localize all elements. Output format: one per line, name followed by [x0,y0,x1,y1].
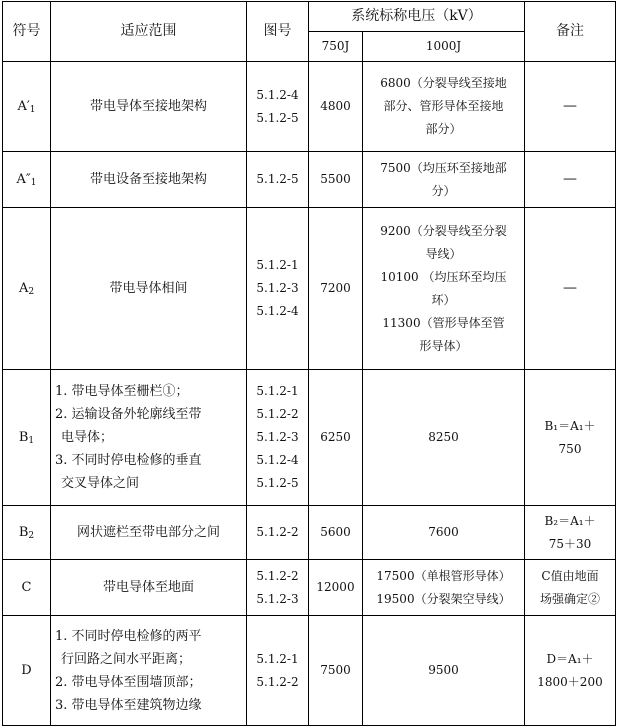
text-line: 10100 （均压环至均压 [380,269,507,284]
remark-cell: — [525,62,616,152]
scope-cell [51,616,247,726]
text-line: 19500（分裂架空导线） [376,591,511,606]
symbol-cell [3,62,51,152]
symbol-text: B [18,525,29,540]
symbol-cell [3,152,51,208]
symbol-cell [3,208,51,370]
header-remark: 备注 [525,2,616,62]
text-line: 3. 带电导体至建筑物边缘 [55,697,202,713]
scope-cell [51,560,247,616]
text-line: 2. 运输设备外轮廓线至带 [55,407,202,422]
v1000-cell [363,370,525,506]
text-line: 7600 [428,525,459,539]
figure-cell [247,152,309,208]
remark-cell: — [525,208,616,370]
text-line: 8250 [428,430,459,444]
text-line: 5.1.2-5 [256,110,299,125]
symbol-cell [3,506,51,560]
text-line: 5.1.2-2 [256,525,299,539]
text-line: 9500 [428,663,459,677]
v1000-cell [363,616,525,726]
symbol-text: C [21,580,32,595]
symbol-subscript: 2 [28,287,35,297]
table-row [3,506,616,560]
v750-cell: 6250 [309,370,363,506]
text-line: 5.1.2-2 [256,674,299,689]
text-line: 11300（管形导体至管 [382,315,505,330]
remark-cell [525,506,616,560]
text-line: 场强确定② [539,591,600,606]
text-line: 带电导体相间 [109,281,188,296]
figure-cell [247,370,309,506]
text-line: 电导体； [61,430,114,445]
text-line: 1. 不同时停电检修的两平 [55,628,202,644]
figure-cell [247,506,309,560]
text-line: 1. 带电导体至栅栏①； [55,384,189,399]
v1000-cell [363,506,525,560]
remark-cell: — [525,152,616,208]
symbol-text: D [21,663,32,678]
remark-cell [525,560,616,616]
table-row [3,616,616,726]
text-line: 交叉导体之间 [61,476,140,491]
text-line: 5.1.2-4 [256,87,299,102]
symbol-cell [3,560,51,616]
text-line: 5.1.2-2 [256,407,299,421]
text-line: 5.1.2-4 [256,453,299,467]
v750-cell: 7200 [309,208,363,370]
header-figure: 图号 [247,2,309,62]
symbol-subscript: 1 [28,436,35,446]
text-line: D＝A₁＋ [546,651,594,666]
text-line: 分） [431,183,456,198]
symbol-subscript: 1 [30,178,37,188]
text-line: 5.1.2-5 [256,172,299,186]
v1000-cell [363,152,525,208]
v1000-cell [363,560,525,616]
header-row-1 [3,2,616,32]
table-row [3,208,616,370]
v750-cell: 7500 [309,616,363,726]
v1000-cell [363,62,525,152]
text-line: 环） [431,292,456,307]
text-line: 行回路之间水平距离； [61,651,192,667]
header-1000j: 1000J [363,32,525,62]
header-scope: 适应范围 [51,2,247,62]
text-line: 7500（均压环至接地部 [380,160,507,175]
v750-cell: 5500 [309,152,363,208]
text-line: B₂＝A₁＋ [544,513,596,528]
table-row [3,560,616,616]
text-line: 部分） [425,122,462,136]
figure-cell [247,62,309,152]
text-line: 17500（单根管形导体） [376,568,511,583]
text-line: 5.1.2-1 [256,258,299,272]
figure-cell [247,208,309,370]
symbol-text: B [18,430,29,445]
scope-cell [51,208,247,370]
scope-cell [51,62,247,152]
symbol-subscript: 2 [28,531,35,541]
text-line: 5.1.2-3 [256,281,299,295]
figure-cell [247,560,309,616]
table-row [3,62,616,152]
text-line: 带电导体至地面 [102,580,194,595]
text-line: 带电设备至接地架构 [89,172,207,187]
scope-cell [51,152,247,208]
table-row [3,152,616,208]
text-line: 3. 不同时停电检修的垂直 [55,453,202,468]
header-symbol: 符号 [3,2,51,62]
scope-cell [51,370,247,506]
text-line: 1800＋200 [537,674,603,689]
text-line: B₁＝A₁＋ [544,418,596,433]
v750-cell: 12000 [309,560,363,616]
text-line: 75＋30 [548,536,592,551]
symbol-subscript: 1 [29,105,36,115]
text-line: 6800（分裂导线至接地 [380,76,507,90]
text-line: 形导体） [419,338,468,353]
remark-cell [525,616,616,726]
text-line: 5.1.2-1 [256,651,299,666]
text-line: 750 [558,441,582,456]
text-line: 5.1.2-4 [256,304,299,318]
clearance-table [2,1,616,726]
text-line: C值由地面 [541,568,599,583]
text-line: 网状遮栏至带电部分之间 [76,525,220,540]
v750-cell: 4800 [309,62,363,152]
text-line: 5.1.2-1 [256,384,299,398]
symbol-cell [3,616,51,726]
symbol-text: A [18,281,29,296]
scope-cell [51,506,247,560]
text-line: 导线） [425,246,462,261]
text-line: 部分、管形导体至接地 [383,99,504,113]
symbol-text: A″ [16,172,31,187]
text-line: 9200（分裂导线至分裂 [380,223,507,238]
header-voltage: 系统标称电压（kV） [309,2,525,32]
text-line: 5.1.2-3 [256,430,299,444]
v1000-cell [363,208,525,370]
symbol-text: A′ [17,99,30,114]
text-line: 5.1.2-2 [256,568,299,583]
text-line: 5.1.2-5 [256,476,299,490]
table-row [3,370,616,506]
text-line: 5.1.2-3 [256,591,299,606]
v750-cell: 5600 [309,506,363,560]
figure-cell [247,616,309,726]
symbol-cell [3,370,51,506]
text-line: 带电导体至接地架构 [89,99,207,114]
remark-cell [525,370,616,506]
header-750j: 750J [309,32,363,62]
text-line: 2. 带电导体至围墙顶部； [55,674,202,690]
